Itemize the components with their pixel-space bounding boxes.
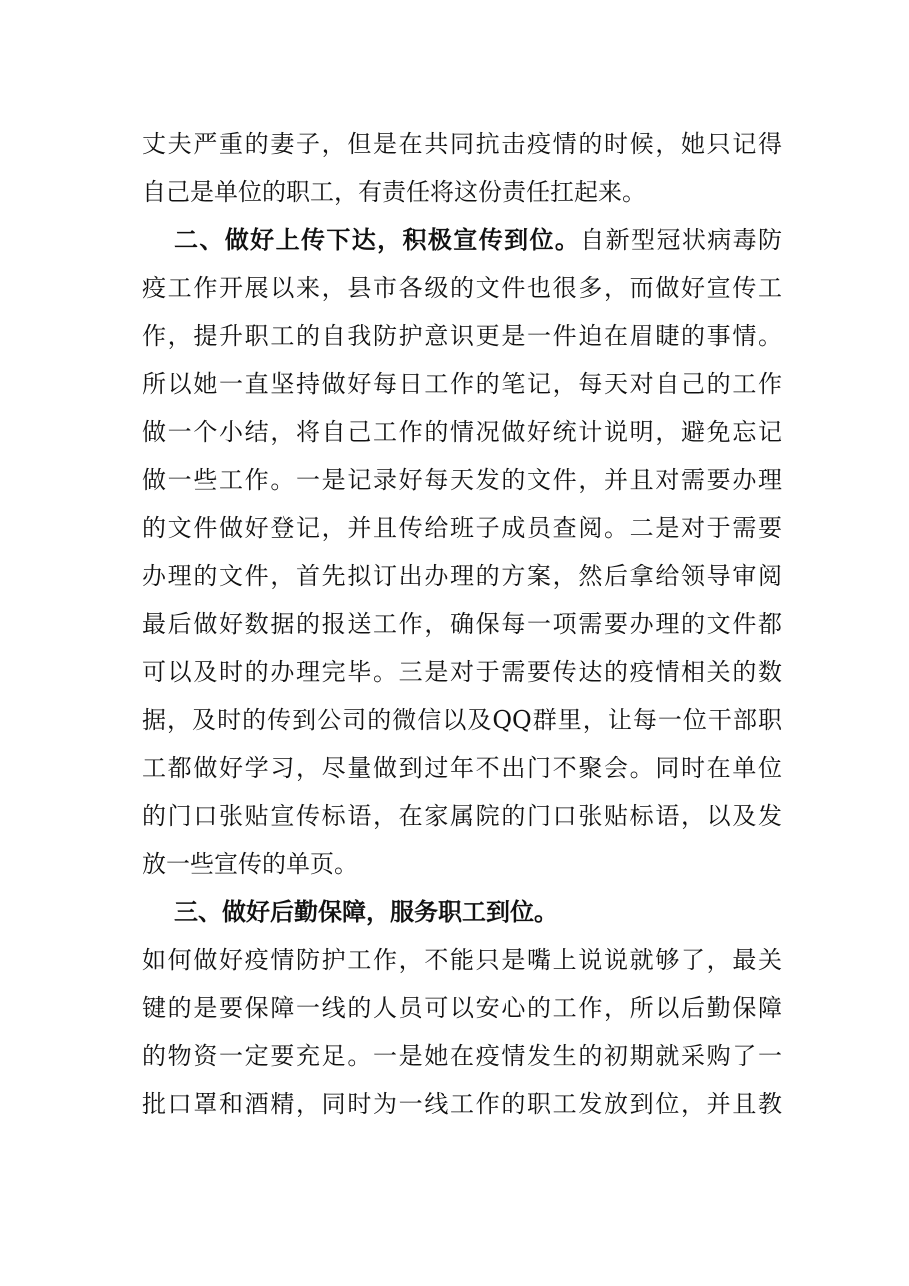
text-line: 批口罩和酒精，同时为一线工作的职工发放到位，并且教 [142, 1090, 782, 1118]
section-heading: 三、做好后勤保障，服务职工到位。 [174, 898, 558, 926]
text-line: 的物资一定要充足。一是她在疫情发生的初期就采购了一 [142, 1042, 782, 1070]
text-line: 的门口张贴宣传标语，在家属院的门口张贴标语，以及发 [142, 802, 782, 830]
text-line: 丈夫严重的妻子，但是在共同抗击疫情的时候，她只记得 [142, 130, 782, 158]
text-line: 如何做好疫情防护工作，不能只是嘴上说说就够了，最关 [142, 946, 782, 974]
text-line: 做一些工作。一是记录好每天发的文件，并且对需要办理 [142, 466, 782, 494]
text-line: 最后做好数据的报送工作，确保每一项需要办理的文件都 [142, 610, 782, 638]
text-line: 工都做好学习，尽量做到过年不出门不聚会。同时在单位 [142, 754, 782, 782]
text-line: 做一个小结，将自己工作的情况做好统计说明，避免忘记 [142, 418, 782, 446]
text-line: 作，提升职工的自我防护意识更是一件迫在眉睫的事情。 [142, 322, 782, 350]
section-heading-line [142, 216, 782, 264]
text-line: 的文件做好登记，并且传给班子成员查阅。二是对于需要 [142, 514, 782, 542]
text-line: 办理的文件，首先拟订出办理的方案，然后拿给领导审阅 [142, 562, 782, 590]
text-line: 据，及时的传到公司的微信以及QQ群里，让每一位干部职 [142, 706, 782, 734]
document-body [142, 120, 782, 1128]
section-heading-line [142, 888, 782, 936]
text-line: 可以及时的办理完毕。三是对于需要传达的疫情相关的数 [142, 658, 782, 686]
text-line: 自己是单位的职工，有责任将这份责任扛起来。 [142, 178, 646, 206]
section-heading: 二、做好上传下达，积极宣传到位。 [174, 226, 581, 254]
text-line: 疫工作开展以来，县市各级的文件也很多，而做好宣传工 [142, 274, 782, 302]
text-line: 键的是要保障一线的人员可以安心的工作，所以后勤保障 [142, 994, 782, 1022]
text-line: 所以她一直坚持做好每日工作的笔记，每天对自己的工作 [142, 370, 782, 398]
text-line: 放一些宣传的单页。 [142, 850, 358, 878]
heading-line-text: 自新型冠状病毒防 [580, 226, 783, 254]
